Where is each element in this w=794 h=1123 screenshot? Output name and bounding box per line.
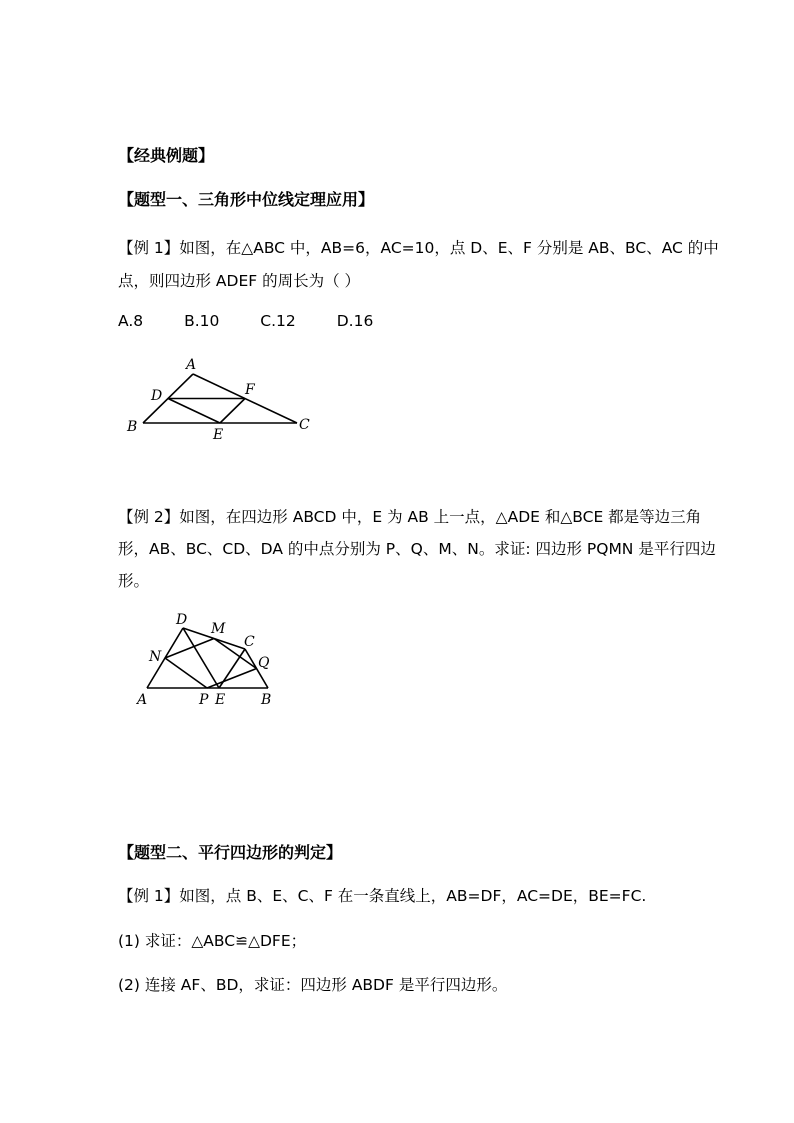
ex2-figure (130, 608, 280, 717)
option-d: D.16 (336, 312, 374, 330)
type1-title: 【题型一、三角形中位线定理应用】 (118, 190, 375, 209)
segment-ef (220, 399, 245, 424)
ex2-text-line2: 形，AB、BC、CD、DA 的中点分别为 P、Q、M、N。求证: 四边形 PQMN 是平行四边 (118, 540, 716, 558)
label-n: N (149, 649, 162, 665)
label-a: A (137, 692, 148, 708)
label-m: M (211, 621, 226, 637)
option-c: C.12 (260, 312, 296, 330)
ex1-text-line1: 【例 1】如图，在△ABC 中，AB=6，AC=10，点 D、E、F 分别是 AB、BC、AC 的中 (118, 239, 719, 257)
label-d: D (151, 388, 163, 404)
section-heading: 【经典例题】 (118, 146, 215, 165)
segment-de (183, 628, 219, 688)
label-c: C (299, 417, 310, 433)
segment-nm (165, 639, 214, 659)
label-f: F (245, 382, 255, 398)
segment-pq (207, 669, 257, 689)
label-a: A (186, 357, 197, 373)
ex1-figure (120, 350, 330, 449)
label-b: B (127, 419, 138, 435)
label-c: C (244, 634, 255, 650)
label-d: D (176, 612, 188, 628)
label-q: Q (258, 655, 270, 671)
quadrilateral-abcd-diagram (130, 608, 280, 713)
segment-np (165, 658, 207, 688)
segment-de (168, 399, 220, 424)
ex2-text-line3: 形。 (118, 572, 150, 590)
option-b: B.10 (184, 312, 220, 330)
type2-ex1-text: 【例 1】如图，点 B、E、C、F 在一条直线上，AB=DF，AC=DE，BE=FC. (118, 887, 647, 905)
type2-ex1-q1: (1) 求证：△ABC≌△DFE； (118, 932, 307, 950)
label-e: E (213, 427, 224, 443)
type2-ex1-q2: (2) 连接 AF、BD，求证：四边形 ABDF 是平行四边形。 (118, 976, 508, 994)
label-e: E (215, 692, 226, 708)
triangle-abc-diagram (120, 350, 330, 445)
ex2-text-line1: 【例 2】如图，在四边形 ABCD 中，E 为 AB 上一点，△ADE 和△BCE 都是等边三角 (118, 508, 702, 526)
ex1-options (118, 311, 409, 331)
label-b: B (261, 692, 272, 708)
option-a: A.8 (118, 312, 144, 330)
type2-title: 【题型二、平行四边形的判定】 (118, 843, 343, 862)
ex1-text-line2: 点，则四边形 ADEF 的周长为（ ） (118, 272, 361, 290)
label-p: P (199, 692, 209, 708)
